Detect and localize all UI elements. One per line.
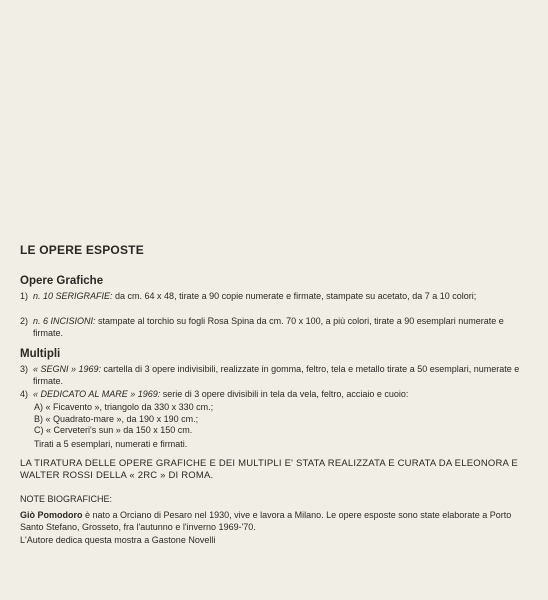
biography-text: è nato a Orciano di Pesaro nel 1930, vive e lavora a Milano. Le opere esposte sono state elaborate a Porto Santo Stefano, Grosseto, fra l'autunno e l'inverno 1969-'70. [20,510,512,532]
item-text [33,316,525,339]
artist-name: Giò Pomodoro [20,510,83,520]
item-description: serie di 3 opere divisibili in tela da vela, feltro, acciaio e cuoio: [160,389,409,399]
biography-paragraph [20,510,525,533]
item-description: da cm. 64 x 48, tirate a 90 copie numerate e firmate, stampate su acetato, da 7 a 10 colori; [112,291,477,301]
item-lead: n. 6 INCISIONI: [33,316,96,326]
dedication: L'Autore dedica questa mostra a Gastone Novelli [20,535,216,545]
page-heading: LE OPERE ESPOSTE [20,243,144,257]
item-lead: « SEGNI » 1969: [33,364,102,374]
list-item-serigrafie [20,291,525,303]
item-text [33,291,525,303]
sub-item-quadrato-mare: B) « Quadrato-mare », da 190 x 190 cm.; [34,414,199,424]
item-lead: n. 10 SERIGRAFIE: [33,291,113,301]
item-number: 3) [20,364,29,374]
list-item-dedicato-al-mare [20,389,525,401]
section-title-multipli: Multipli [20,348,61,360]
item-lead: « DEDICATO AL MARE » 1969: [33,389,161,399]
sub-item-ficavento: A) « Ficavento », triangolo da 330 x 330 cm.; [34,402,214,412]
item-text [33,389,525,401]
tiratura-paragraph: LA TIRATURA DELLE OPERE GRAFICHE E DEI MULTIPLI E' STATA REALIZZATA E CURATA DA ELEONORA E WALTER ROSSI DELLA « 2RC » DI ROMA. [20,458,518,481]
section-title-opere-grafiche: Opere Grafiche [20,275,104,287]
tirati-note: Tirati a 5 esemplari, numerati e firmati. [34,439,188,449]
list-item-incisioni [20,316,525,339]
list-item-segni [20,364,525,387]
item-number: 1) [20,291,29,301]
item-number: 2) [20,316,29,326]
item-description: stampate al torchio su fogli Rosa Spina da cm. 70 x 100, a più colori, tirate a 90 esemplari numerate e firmate. [33,316,504,338]
item-description: cartella di 3 opere indivisibili, realizzate in gomma, feltro, tela e metallo tirate a 50 esemplari, numerate e firmate. [33,364,520,386]
item-text [33,364,525,387]
sub-item-cerveteri-sun: C) « Cerveteri's sun » da 150 x 150 cm. [34,425,193,435]
item-number: 4) [20,389,29,399]
note-biografiche-title: NOTE BIOGRAFICHE: [20,494,113,504]
